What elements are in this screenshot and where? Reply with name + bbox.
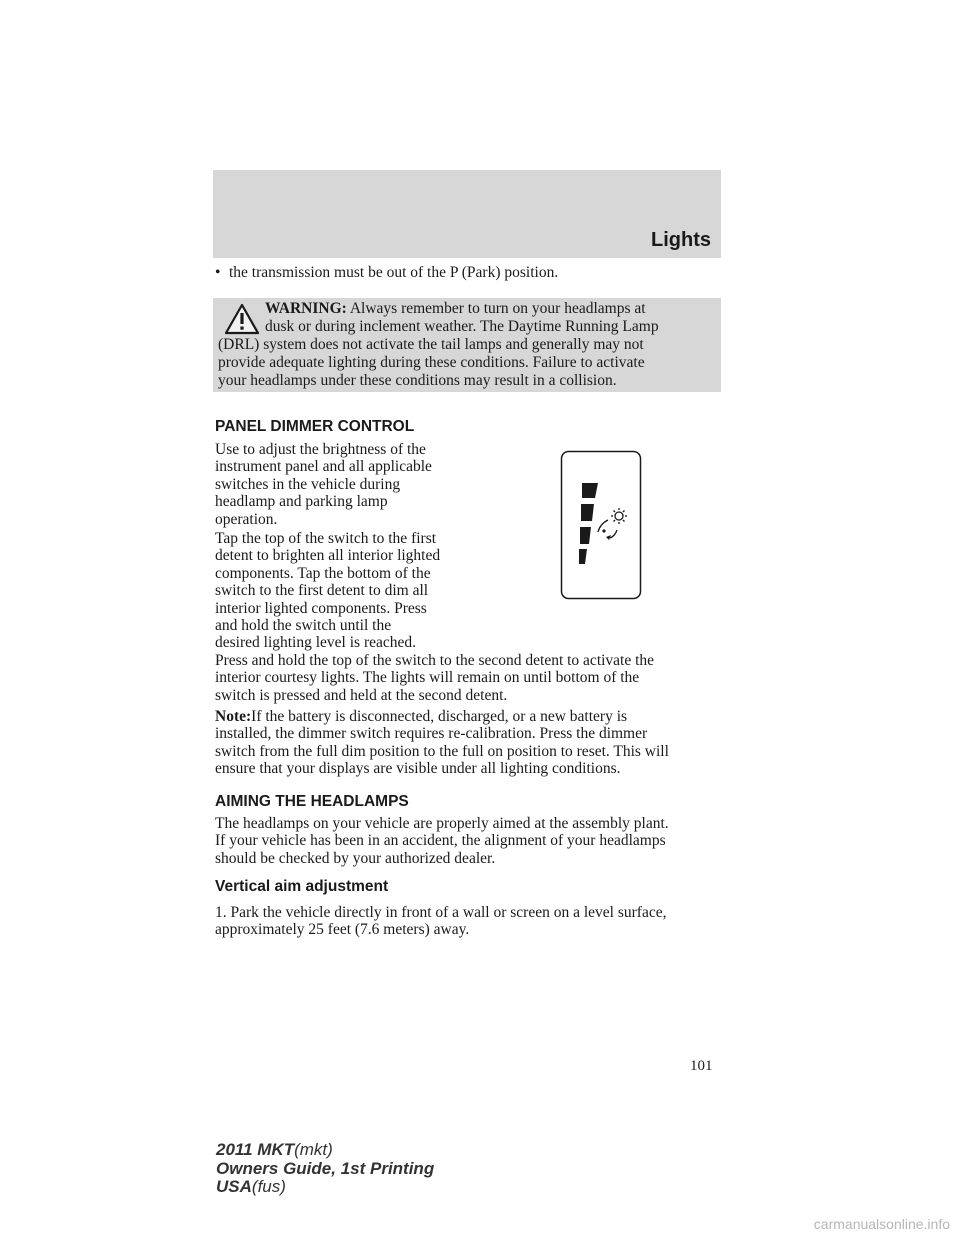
footer-guide: Owners Guide, 1st Printing bbox=[216, 1158, 435, 1178]
text-line: interior courtesy lights. The lights will remain on until bottom of the bbox=[215, 669, 640, 687]
vertical-aim-heading: Vertical aim adjustment bbox=[215, 878, 389, 895]
footer-print-info bbox=[216, 1141, 434, 1197]
text-line: should be checked by your authorized dealer. bbox=[215, 849, 496, 867]
warning-line: your headlamps under these conditions may result in a collision. bbox=[218, 372, 617, 389]
section-header-band bbox=[213, 170, 721, 258]
vertical-aim-paragraph bbox=[215, 904, 720, 939]
bullet-item bbox=[215, 263, 720, 282]
footer-market: USA bbox=[216, 1177, 252, 1196]
text-line: switch from the full dim position to the full on position to reset. This will bbox=[215, 742, 669, 760]
text-line: 1. Park the vehicle directly in front of a wall or screen on a level surface, bbox=[215, 904, 667, 921]
bullet-text: the transmission must be out of the P (Park) position. bbox=[229, 264, 559, 281]
panel-dimmer-heading: PANEL DIMMER CONTROL bbox=[215, 418, 415, 435]
text-line: installed, the dimmer switch requires re-calibration. Press the dimmer bbox=[215, 725, 648, 743]
text-line: instrument panel and all applicable bbox=[215, 458, 432, 476]
section-title: Lights bbox=[651, 229, 711, 251]
aiming-paragraph bbox=[215, 815, 720, 867]
warning-line: (DRL) system does not activate the tail lamps and generally may not bbox=[218, 336, 644, 353]
panel-dimmer-para-1 bbox=[215, 441, 470, 528]
warning-label: WARNING: bbox=[265, 300, 347, 317]
text-line: and hold the switch until the bbox=[215, 617, 392, 635]
warning-line: dusk or during inclement weather. The Daytime Running Lamp bbox=[265, 318, 659, 335]
text-line: If the battery is disconnected, discharged, or a new battery is bbox=[251, 708, 628, 725]
aiming-heading: AIMING THE HEADLAMPS bbox=[215, 793, 409, 810]
warning-text bbox=[218, 300, 716, 390]
text-line: detent to brighten all interior lighted bbox=[215, 547, 441, 565]
footer-model: 2011 MKT bbox=[216, 1140, 295, 1159]
text-line: If your vehicle has been in an accident, the alignment of your headlamps bbox=[215, 832, 666, 850]
text-line: desired lighting level is reached. bbox=[215, 634, 417, 652]
text-line: operation. bbox=[215, 510, 278, 528]
footer-model-code: (mkt) bbox=[294, 1140, 333, 1159]
text-line: The headlamps on your vehicle are properly aimed at the assembly plant. bbox=[215, 815, 669, 832]
footer-market-code: (fus) bbox=[251, 1177, 286, 1196]
watermark: carmanualsonline.info bbox=[813, 1216, 950, 1232]
warning-line: provide adequate lighting during these conditions. Failure to activate bbox=[218, 354, 645, 371]
text-line: switches in the vehicle during bbox=[215, 475, 401, 493]
note-label: Note: bbox=[215, 708, 252, 725]
text-line: Use to adjust the brightness of the bbox=[215, 441, 426, 458]
warning-line: Always remember to turn on your headlamps at bbox=[349, 300, 646, 317]
text-line: approximately 25 feet (7.6 meters) away. bbox=[215, 921, 470, 939]
warning-box bbox=[213, 298, 721, 392]
text-line: components. Tap the bottom of the bbox=[215, 564, 431, 582]
panel-dimmer-para-2 bbox=[215, 530, 470, 652]
text-line: Press and hold the top of the switch to the second detent to activate the bbox=[215, 652, 655, 669]
text-line: ensure that your displays are visible under all lighting conditions. bbox=[215, 760, 621, 778]
note-paragraph bbox=[215, 708, 720, 778]
dimmer-switch-icon bbox=[560, 450, 642, 600]
page-number: 101 bbox=[690, 1058, 713, 1074]
text-line: interior lighted components. Press bbox=[215, 599, 427, 617]
text-line: headlamp and parking lamp bbox=[215, 493, 388, 511]
text-line: Tap the top of the switch to the first bbox=[215, 530, 437, 547]
text-line: switch to the first detent to dim all bbox=[215, 582, 429, 600]
text-line: switch is pressed and held at the second detent. bbox=[215, 686, 508, 704]
panel-dimmer-para-3 bbox=[215, 652, 720, 704]
bullet-symbol: • bbox=[215, 264, 221, 281]
